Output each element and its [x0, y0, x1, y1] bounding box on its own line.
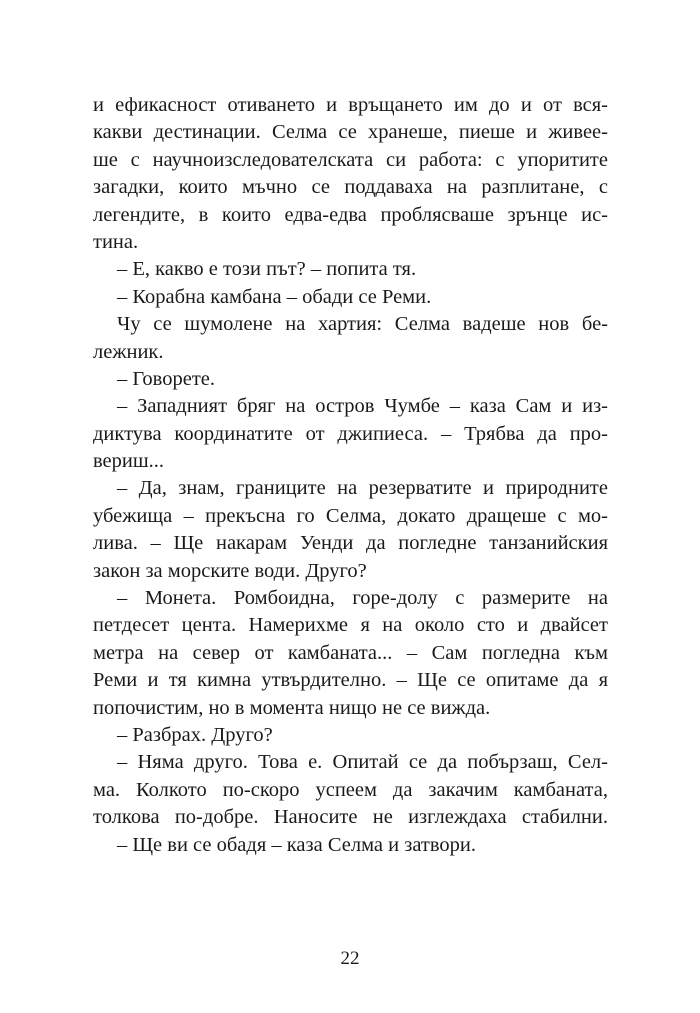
- text-line: ше с научноизследователската си работа: с упоритите: [93, 148, 608, 171]
- text-line: вериш...: [93, 450, 165, 473]
- text-line: какви дестинации. Селма се хранеше, пиеше и живее-: [93, 121, 608, 144]
- text-line: – Ще ви се обадя – каза Селма и затвори.: [117, 833, 477, 856]
- text-line: – Монета. Ромбоидна, горе-долу с размерите на: [117, 587, 608, 610]
- text-line: лива. – Ще накарам Уенди да погледне танзанийския: [93, 532, 608, 555]
- text-line: – Западният бряг на остров Чумбе – каза Сам и из-: [117, 395, 608, 418]
- text-line: ма. Колкото по-скоро успеем да закачим камбаната,: [93, 778, 608, 801]
- text-line: Реми и тя кимна утвърдително. – Ще се опитаме да я: [93, 669, 608, 692]
- text-line: – Да, знам, границите на резерватите и природните: [117, 477, 608, 500]
- text-line: убежища – прекъсна го Селма, докато дращеше с мо-: [93, 504, 608, 527]
- text-line: закон за морските води. Друго?: [93, 559, 367, 582]
- text-line: – Е, какво е този път? – попита тя.: [117, 258, 417, 281]
- text-line: – Разбрах. Друго?: [117, 723, 273, 746]
- text-line: диктува координатите от джипиеса. – Трябва да про-: [93, 422, 608, 445]
- text-line: – Корабна камбана – обади се Реми.: [117, 285, 432, 308]
- text-line: загадки, които мъчно се поддаваха на разплитане, с: [93, 176, 608, 199]
- text-line: попочистим, но в момента нищо не се вижда.: [93, 696, 491, 719]
- text-line: Чу се шумолене на хартия: Селма вадеше нов бе-: [117, 313, 608, 336]
- text-line: и ефикасност отиването и връщането им до и от вся-: [93, 94, 608, 116]
- page-number: 22: [340, 948, 360, 969]
- text-line: толкова по-добре. Наносите не изглеждаха стабилни.: [93, 806, 608, 829]
- text-line: – Няма друго. Това е. Опитай се да побързаш, Сел-: [117, 751, 608, 774]
- body-text: [93, 92, 608, 859]
- text-line: легендите, в които едва-едва проблясваше зрънце ис-: [93, 203, 608, 226]
- text-line: лежник.: [93, 340, 164, 363]
- text-line: – Говорете.: [117, 367, 215, 390]
- text-line: тина.: [93, 230, 139, 253]
- text-line: петдесет цента. Намерихме я на около сто и двайсет: [93, 614, 608, 637]
- text-line: метра на север от камбаната... – Сам погледна към: [93, 641, 608, 664]
